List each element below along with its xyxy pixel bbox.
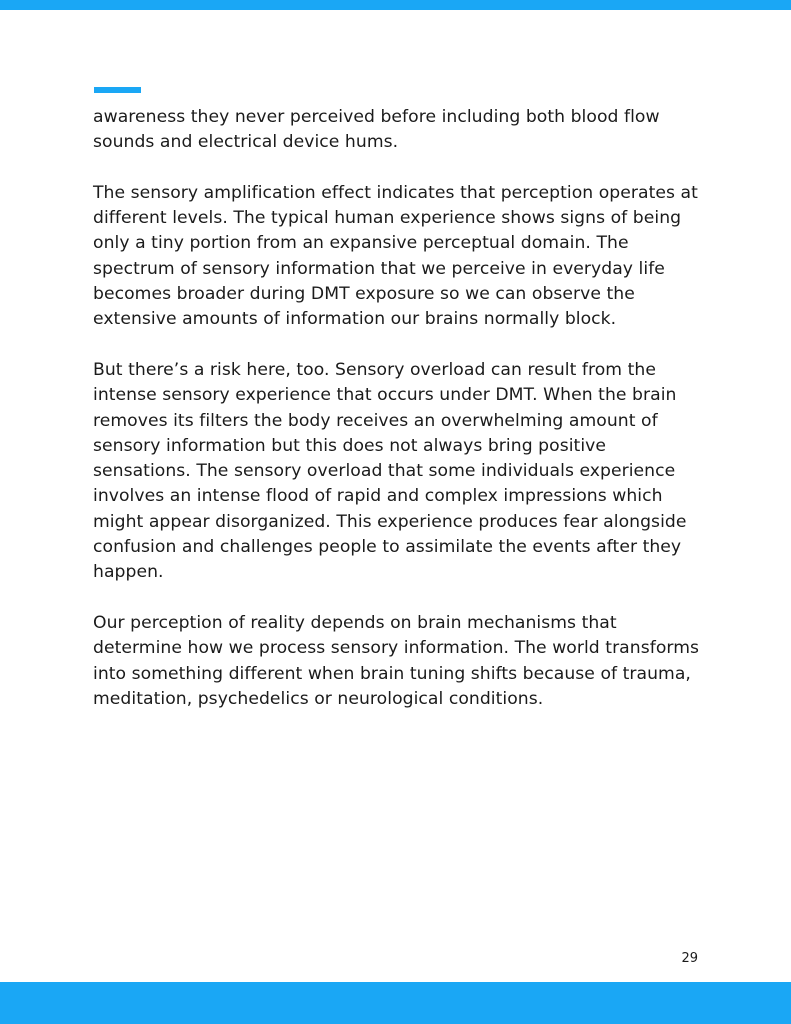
bottom-accent-bar — [0, 982, 791, 1024]
body-text — [93, 105, 703, 737]
paragraph-3: But there’s a risk here, too. Sensory overload can result from the intense sensory experience that occurs under DMT. When the brain removes its filters the body receives an overwhelming amount of sensory information but this does not always bring positive sensations. The sensory overload that some individuals experience involves an intense flood of rapid and complex impressions which might appear disorganized. This experience produces fear alongside confusion and challenges people to assimilate the events after they happen. — [93, 359, 687, 583]
page-number: 29 — [681, 951, 698, 966]
top-accent-bar — [0, 0, 791, 10]
accent-dash-decoration — [94, 87, 141, 93]
paragraph-4: Our perception of reality depends on brain mechanisms that determine how we process sensory information. The world transforms into something different when brain tuning shifts because of trauma, meditation, psychedelics or neurological conditions. — [93, 612, 699, 709]
paragraph-1: awareness they never perceived before including both blood flow sounds and electrical device hums. — [93, 107, 660, 153]
paragraph-2: The sensory amplification effect indicates that perception operates at different levels. The typical human experience shows signs of being only a tiny portion from an expansive perceptual domain. The spectrum of sensory information that we perceive in everyday life becomes broader during DMT exposure so we can observe the extensive amounts of information our brains normally block. — [93, 182, 698, 330]
